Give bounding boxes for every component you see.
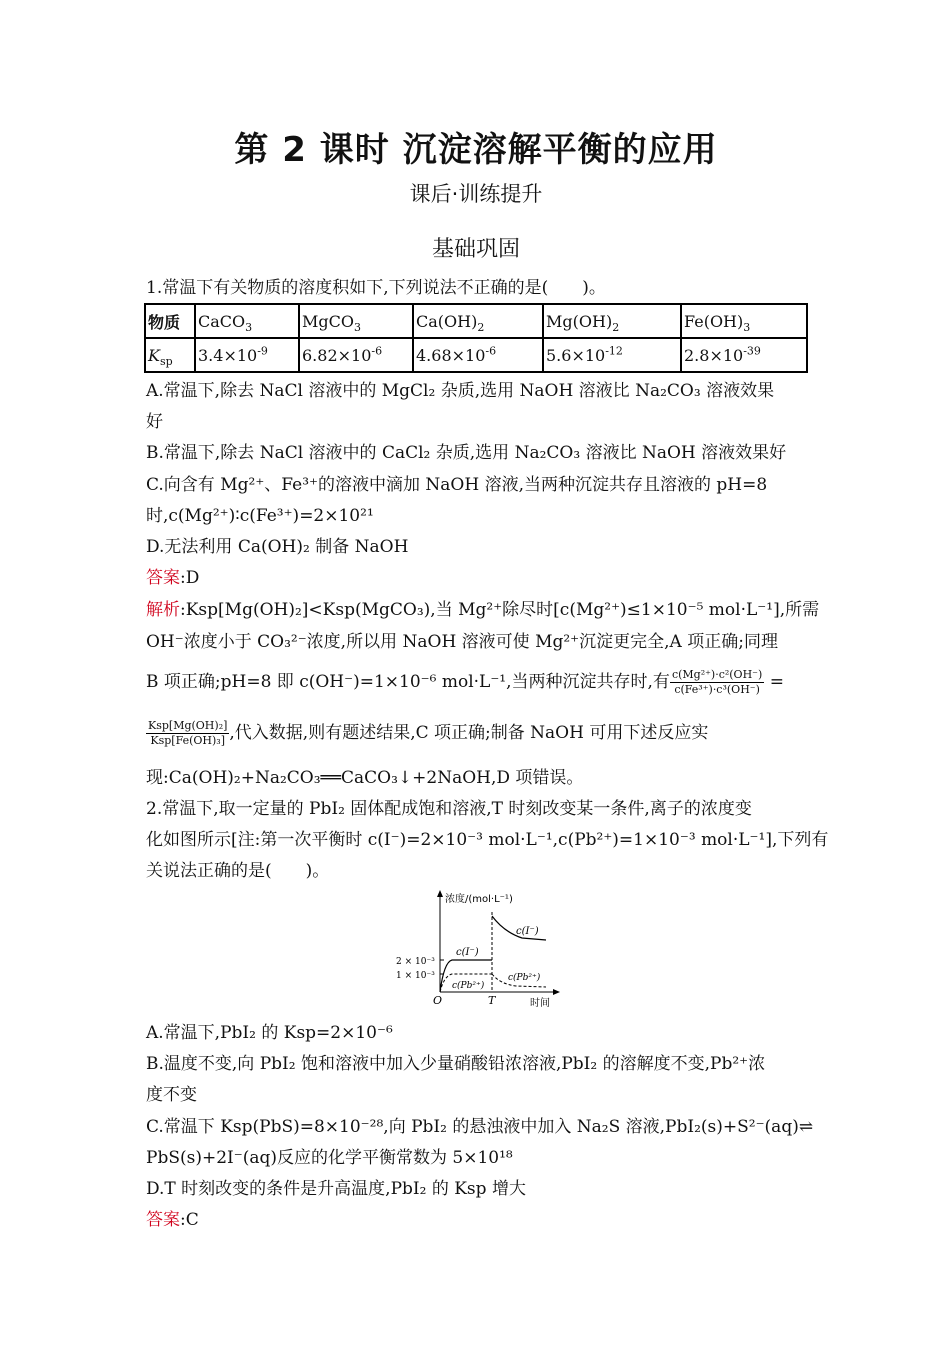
analysis-text: :Ksp[Mg(OH)₂]<Ksp(MgCO₃),当 Mg²⁺除尽时[c(Mg²⁺)≤1×10⁻⁵ mol·L⁻¹],所需 xyxy=(180,600,820,620)
q1-stem: 1.常温下有关物质的溶度积如下,下列说法不正确的是( )。 xyxy=(146,278,606,298)
table-header-cell: $Fe(OH)_3$ xyxy=(681,304,807,338)
page-subtitle: 课后·训练提升 xyxy=(409,182,543,206)
answer-label: 答案 xyxy=(146,1210,180,1230)
origin-label: O xyxy=(433,994,443,1007)
t-label: T xyxy=(488,994,496,1007)
q1-option-d: D.无法利用 Ca(OH)₂ 制备 NaOH xyxy=(146,537,409,557)
q1-analysis-4 xyxy=(146,719,708,748)
answer-label: 答案 xyxy=(146,568,180,588)
q2-option-c: C.常温下 Ksp(PbS)=8×10⁻²⁸,向 PbI₂ 的悬浊液中加入 Na₂S 溶液,PbI₂(s)+S²⁻(aq)⇌ xyxy=(146,1117,814,1137)
table-cell: $2.8\times 10^{-39}$ xyxy=(681,338,807,372)
concentration-graph xyxy=(392,888,562,1018)
q1-option-a: A.常温下,除去 NaCl 溶液中的 MgCl₂ 杂质,选用 NaOH 溶液比 Na₂CO₃ 溶液效果 xyxy=(146,381,775,401)
q1-option-b: B.常温下,除去 NaCl 溶液中的 CaCl₂ 杂质,选用 Na₂CO₃ 溶液比 NaOH 溶液效果好 xyxy=(146,443,787,463)
section-heading: 基础巩固 xyxy=(431,237,520,262)
label-pb-after: c(Pb²⁺) xyxy=(508,973,541,983)
tick-label-2e-3: 2 × 10⁻³ xyxy=(396,957,435,967)
analysis-text: B 项正确;pH=8 即 c(OH⁻)=1×10⁻⁶ mol·L⁻¹,当两种沉淀共存时,有 xyxy=(146,672,670,692)
q1-option-c-cont: 时,c(Mg²⁺)∶c(Fe³⁺)=2×10²¹ xyxy=(146,506,374,526)
answer-value: :C xyxy=(180,1210,199,1230)
x-axis-label: 时间 xyxy=(530,998,550,1009)
q1-option-a-cont: 好 xyxy=(146,412,163,432)
q2-option-d: D.T 时刻改变的条件是升高温度,PbI₂ 的 Ksp 增大 xyxy=(146,1179,526,1199)
answer-value: :D xyxy=(180,568,200,588)
fraction-numerator: c(Mg²⁺)·c²(OH⁻) xyxy=(671,668,763,681)
q1-analysis-3 xyxy=(146,668,784,697)
equals-sign: = xyxy=(769,672,784,692)
q1-analysis-1 xyxy=(146,598,819,622)
y-axis-label: 浓度/(mol·L⁻¹) xyxy=(445,894,513,905)
ksp-table xyxy=(144,303,808,373)
fraction-numerator: Ksp[Mg(OH)₂] xyxy=(148,719,228,732)
table-header-cell: MgCO$_3$ xyxy=(299,304,413,338)
table-header-row xyxy=(145,304,807,338)
table-header-cell: CaCO$_3$ xyxy=(195,304,299,338)
table-header-cell: $Mg(OH)_2$ xyxy=(543,304,681,338)
table-cell: $6.82\times 10^{-6}$ xyxy=(299,338,413,372)
table-header-cell: $Ca(OH)_2$ xyxy=(413,304,543,338)
analysis-text: ,代入数据,则有题述结果,C 项正确;制备 NaOH 可用下述反应实 xyxy=(229,723,709,743)
page-title: 第 2 课时 沉淀溶解平衡的应用 xyxy=(234,130,718,170)
q2-option-a: A.常温下,PbI₂ 的 Ksp=2×10⁻⁶ xyxy=(146,1023,393,1043)
table-cell: $4.68\times 10^{-6}$ xyxy=(413,338,543,372)
q2-option-b: B.温度不变,向 PbI₂ 饱和溶液中加入少量硝酸铅浓溶液,PbI₂ 的溶解度不变,Pb²⁺浓 xyxy=(146,1054,766,1074)
analysis-label: 解析 xyxy=(146,600,180,620)
q1-analysis-5: 现:Ca(OH)₂+Na₂CO₃══CaCO₃↓+2NaOH,D 项错误。 xyxy=(146,768,584,788)
fraction-ion-ratio xyxy=(670,668,764,697)
table-cell: $3.4\times 10^{-9}$ xyxy=(195,338,299,372)
q1-answer xyxy=(146,566,199,590)
q2-stem-cont: 化如图所示[注:第一次平衡时 c(I⁻)=2×10⁻³ mol·L⁻¹,c(Pb²⁺)=1×10⁻³ mol·L⁻¹],下列有 xyxy=(146,830,829,850)
x-axis-arrow xyxy=(553,989,560,995)
q2-stem-cont2: 关说法正确的是( )。 xyxy=(146,861,330,881)
q2-option-c-cont: PbS(s)+2I⁻(aq)反应的化学平衡常数为 5×10¹⁸ xyxy=(146,1148,513,1168)
table-row xyxy=(145,338,807,372)
table-row-label: $K_{sp}$ xyxy=(145,338,195,372)
label-i-before: c(I⁻) xyxy=(456,947,479,958)
q2-stem: 2.常温下,取一定量的 PbI₂ 固体配成饱和溶液,T 时刻改变某一条件,离子的浓度变 xyxy=(146,799,752,819)
q2-answer xyxy=(146,1208,199,1232)
q1-option-c: C.向含有 Mg²⁺、Fe³⁺的溶液中滴加 NaOH 溶液,当两种沉淀共存且溶液的 pH=8 xyxy=(146,475,768,495)
fraction-denominator: c(Fe³⁺)·c³(OH⁻) xyxy=(674,683,760,696)
table-cell: $5.6\times 10^{-12}$ xyxy=(543,338,681,372)
fraction-denominator: Ksp[Fe(OH)₃] xyxy=(150,734,226,747)
label-pb-before: c(Pb²⁺) xyxy=(452,981,485,991)
label-i-after: c(I⁻) xyxy=(516,926,539,937)
y-axis-arrow xyxy=(437,890,443,897)
q2-option-b-cont: 度不变 xyxy=(146,1085,197,1105)
fraction-ksp-ratio xyxy=(146,719,229,748)
q1-analysis-2: OH⁻浓度小于 CO₃²⁻浓度,所以用 NaOH 溶液可使 Mg²⁺沉淀更完全,A 项正确;同理 xyxy=(146,632,778,652)
tick-label-1e-3: 1 × 10⁻³ xyxy=(396,971,435,981)
table-header-cell: 物质 xyxy=(145,304,195,338)
